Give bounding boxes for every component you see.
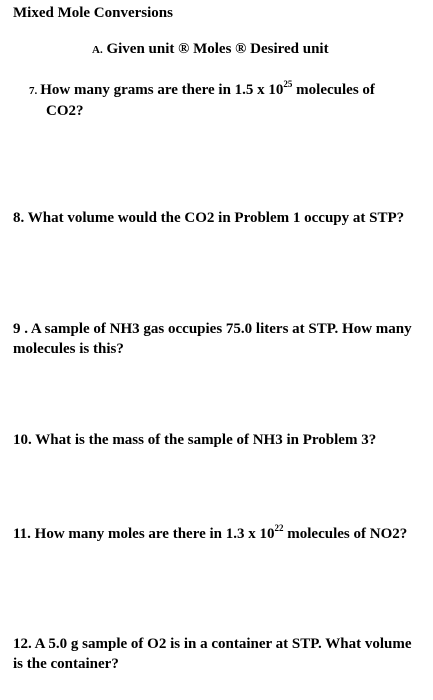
question-number: 7. — [29, 85, 38, 97]
question-text-continuation: CO2? — [46, 103, 84, 119]
question-12: 12. A 5.0 g sample of O2 is in a container at STP. What volume is the container? — [13, 636, 412, 672]
question-text-start: 11. How many moles are there in 1.3 x 10 — [13, 526, 275, 542]
section-heading — [92, 41, 329, 58]
section-text: Given unit ® Moles ® Desired unit — [106, 41, 329, 57]
exponent: 22 — [274, 523, 284, 533]
question-9: 9 . A sample of NH3 gas occupies 75.0 liters at STP. How many molecules is this? — [13, 321, 412, 357]
question-10: 10. What is the mass of the sample of NH3 in Problem 3? — [13, 432, 377, 448]
worksheet-title: Mixed Mole Conversions — [13, 5, 173, 21]
question-text-end: molecules of NO2? — [283, 526, 408, 542]
question-text-end: molecules of — [292, 82, 375, 98]
question-text-start: How many grams are there in 1.5 x 10 — [40, 82, 284, 98]
question-7 — [29, 80, 399, 121]
section-letter: A. — [92, 44, 103, 56]
question-11 — [13, 524, 413, 544]
question-8: 8. What volume would the CO2 in Problem 1 occupy at STP? — [13, 210, 405, 226]
exponent: 25 — [283, 79, 293, 89]
